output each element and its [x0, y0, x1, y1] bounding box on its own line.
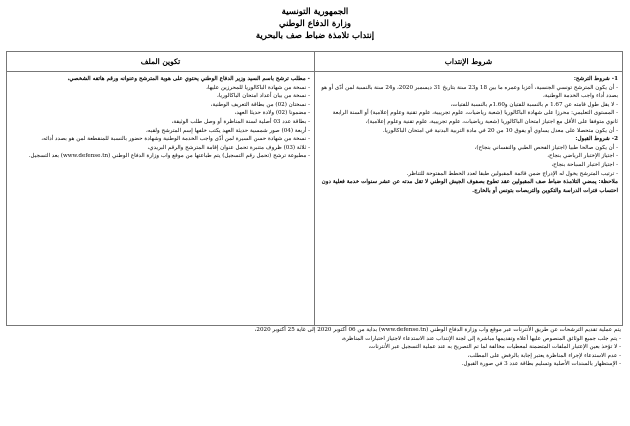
file-item: - بطاقة عدد 03 أصلية لسنة المناظرة أو وصل طلب الوثيقة، — [171, 118, 310, 125]
conditions-table — [6, 51, 623, 326]
header-country: الجمهورية التونسية — [281, 7, 349, 17]
condition-item: - لا يقل طول قامته عن 1.67 م بالنسبة للفتيان و1.60م بالنسبة للفتيات، — [450, 101, 618, 108]
section-title-admission: 2- شروط القبول: — [575, 136, 618, 143]
col-header-conditions: شروط الإنتداب — [315, 52, 623, 72]
condition-item: - أن يكون صالحا طبيا (اجتياز الفحص الطبي والنفساني بنجاح)، — [474, 144, 618, 151]
header-ministry: وزارة الدفاع الوطني — [279, 19, 351, 29]
note-item: - لا تؤخذ بعين الإعتبار الملفات المتضمنة لمعطيات مخالفة لما تم التصريح به عند عملية التسجيل عبر الأنترنات، — [368, 344, 621, 351]
file-item: - نسختان (02) من بطاقة التعريف الوطنية، — [210, 101, 310, 108]
file-item: - مطلب ترشح باسم السيد وزير الدفاع الوطني يحتوي على هوية المترشح وعنوانه ورقم هاتفه الشخصي، — [67, 76, 310, 82]
col-header-file: تكوين الملف — [7, 52, 315, 72]
condition-item: - اجتياز اختبار السباحة بنجاح، — [551, 161, 618, 168]
file-item: - مطبوعة ترشح (تحمل رقم التسجيل) يتم طباعتها من موقع واب وزارة الدفاع الوطني (www.defense.tn) بعد التسجيل. — [28, 153, 310, 160]
file-item: - نسخة من بيان أعداد امتحان الباكالوريا، — [217, 93, 310, 100]
file-item: - أربعة (04) صور شمسية حديثة العهد يكتب خلفها إسم المترشح ولقبه، — [145, 127, 310, 134]
section-title-eligibility: 1- شروط الترشح: — [573, 76, 618, 82]
file-item: - نسخة من شهادة حسن السيرة لمن أدّى واجب الخدمة الوطنية وشهادة حضور بالنسبة للمنقطعة لمن هو بصدد أدائه، — [41, 136, 310, 143]
condition-item: - أن يكون متحصلا على معدل يساوي أو يفوق 10 من 20 في مادة التربية البدنية في امتحان الباكالوريا. — [382, 127, 618, 134]
note-item: - يتم جلب جميع الوثائق المنصوص عليها أعلاه وتقديمها مباشرة إلى لجنة الإنتداب عند الاستدعاء لاجتياز اختبارات المناظرة، — [341, 335, 621, 342]
file-item: - ثلاثة (03) ظروف متنبرة تحمل عنوان إقامة المترشح والرقم البريدي، — [147, 144, 310, 151]
contract-note: ملاحظة: يمضي التلامذة ضباط صف المقبولين عقد تطوع بصفوف الجيش الوطني لا تقل مدته عن عشر سنوات خدمة فعلية دون احتساب فترات الدراسة والتكوين والتربصات بتونس أو بالخارج. — [321, 179, 618, 194]
file-item: - نسخة من شهادة الباكالوريا للمحرزين عليها، — [206, 84, 310, 91]
procedure-notes — [13, 326, 621, 369]
condition-item: - أن يكون المترشح تونسي الجنسية، أعزبا وعمره ما بين 18 و23 سنة بتاريخ 31 ديسمبر 2020، و24 سنة بالنسبة لمن أدّى أو هو بصدد أداء واجب الخدمة الوطنية، — [321, 84, 618, 100]
note-item: يتم عملية تقديم الترشحات عن طريق الأنترنات عبر موقع واب وزارة الدفاع الوطني (www.defense.tn) بداية من 06 أكتوبر 2020 إلى غاية 25 أكتوبر 2020، — [254, 327, 621, 333]
file-cell — [7, 72, 315, 326]
condition-item: - المستوى التعليمي: محرزا على شهادة الباكالوريا (شعبة رياضيات، علوم تجريبية، علوم تقنية وعلوم إعلامية) أو السنة الرابعة ثانوي متوفقا على الأقل مع اجتياز امتحان الباكالوريا (شعبة رياضيات، علوم تجريبية، علوم تقنية وعلوم إعلامية)، — [332, 110, 618, 125]
note-item: - الإستظهار بالسندات الأصلية وتسليم بطاقة عدد 3 في صورة القبول. — [461, 361, 621, 368]
document-header — [0, 6, 630, 42]
header-subject: إنتداب تلامذة ضباط صف بالبحرية — [255, 31, 375, 41]
note-item: - عدم الاستدعاء لإجراء المناظرة يعتبر إجابة بالرفض على المطلب، — [467, 352, 621, 359]
condition-item: - ترتيب المترشح يخول له الإدراج ضمن قائمة المقبولين طبقا لعدد الخطط المفتوحة للتناظر. — [406, 170, 618, 177]
condition-item: - اجتياز الإختبار الرياضي بنجاح، — [547, 153, 618, 160]
file-item: - مضمونا (02) ولادة حديثا العهد، — [234, 110, 310, 117]
conditions-cell — [315, 72, 623, 326]
